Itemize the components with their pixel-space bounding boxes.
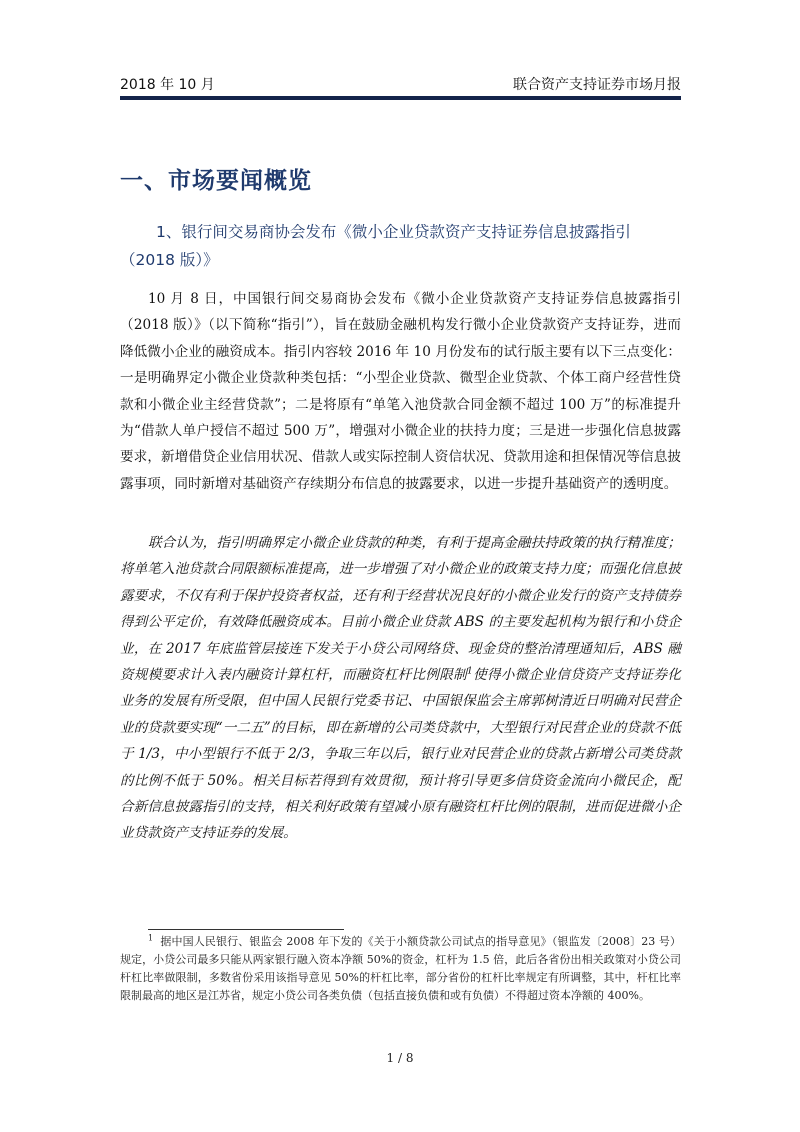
header-report-title: 联合资产支持证券市场月报 <box>513 77 681 93</box>
paragraph-2-part-1: 联合认为，指引明确界定小微企业贷款的种类，有利于提高金融扶持政策的执行精准度；将单笔入池贷款合同限额标准提高，进一步增强了对小微企业的政策支持力度；而强化信息披露要求，不仅有利于保护投资者权益，还有利于经营状况良好的小微企业发行的资产支持债券得到公平定价，有效降低融资成本。目前小微企业贷款 ABS 的主要发起机构为银行和小贷企业，在 2017 年底监管层接连下发关于小贷公司网络贷、现金贷的整治清理通知后，ABS 融资规模要求计入表内融资计算杠杆，而融资杠杆比例限制 <box>120 535 681 684</box>
paragraph-2 <box>120 530 681 847</box>
footnote <box>120 933 681 1005</box>
header-divider <box>120 96 681 100</box>
footnote-divider <box>148 929 344 930</box>
section-title: 一、市场要闻概览 <box>120 168 312 194</box>
footnote-marker: 1 <box>148 933 154 943</box>
paragraph-1: 10 月 8 日，中国银行间交易商协会发布《微小企业贷款资产支持证券信息披露指引（2018 版）》（以下简称“指引”），旨在鼓励金融机构发行微小企业贷款资产支持证券，进而降低微小企业的融资成本。指引内容较 2016 年 10 月份发布的试行版主要有以下三点变化：一是明确界定小微企业贷款种类包括：“小型企业贷款、微型企业贷款、个体工商户经营性贷款和小微企业主经营贷款”；二是将原有“单笔入池贷款合同金额不超过 100 万”的标准提升为“借款人单户授信不超过 500 万”，增强对小微企业的扶持力度；三是进一步强化信息披露要求，新增借贷企业信用状况、借款人或实际控制人资信状况、贷款用途和担保情况等信息披露事项，同时新增对基础资产存续期分布信息的披露要求，以进一步提升基础资产的透明度。 <box>120 291 681 492</box>
footnote-text: 据中国人民银行、银监会 2008 年下发的《关于小额贷款公司试点的指导意见》（银监发〔2008〕23 号）规定，小贷公司最多只能从两家银行融入资本净额 50%的资金，杠杆为 1.5 倍，此后各省份出相关政策对小贷公司杆杠比率做限制，多数省份采用该指导意见 50%的杆杠比率，部分省份的杠杆比率规定有所调整，其中，杆杠比率限制最高的地区是江苏省，规定小贷公司各类负债（包括直接负债和或有负债）不得超过资本净额的 400%。 <box>120 935 681 1002</box>
page-header <box>120 74 681 94</box>
sub-title: 1、银行间交易商协会发布《微小企业贷款资产支持证券信息披露指引（2018 版）》 <box>120 223 631 269</box>
paragraph-2-part-2: 使得小微企业信贷资产支持证券化业务的发展有所受限，但中国人民银行党委书记、中国银保监会主席郭树清近日明确对民营企业的贷款要实现“一二五”的目标，即在新增的公司类贷款中，大型银行对民营企业的贷款不低于 1/3，中小型银行不低于 2/3，争取三年以后，银行业对民营企业的贷款占新增公司类贷款的比例不低于 50%。相关目标若得到有效贯彻，预计将引导更多信贷资金流向小微民企，配合新信息披露指引的支持，相关利好政策有望减小原有融资杠杆比例的限制，进而促进微小企业贷款资产支持证券的发展。 <box>120 667 682 842</box>
page-number: 1 / 8 <box>386 1051 414 1065</box>
header-date: 2018 年 10 月 <box>120 77 215 93</box>
footnote-reference[interactable]: 1 <box>467 666 473 677</box>
